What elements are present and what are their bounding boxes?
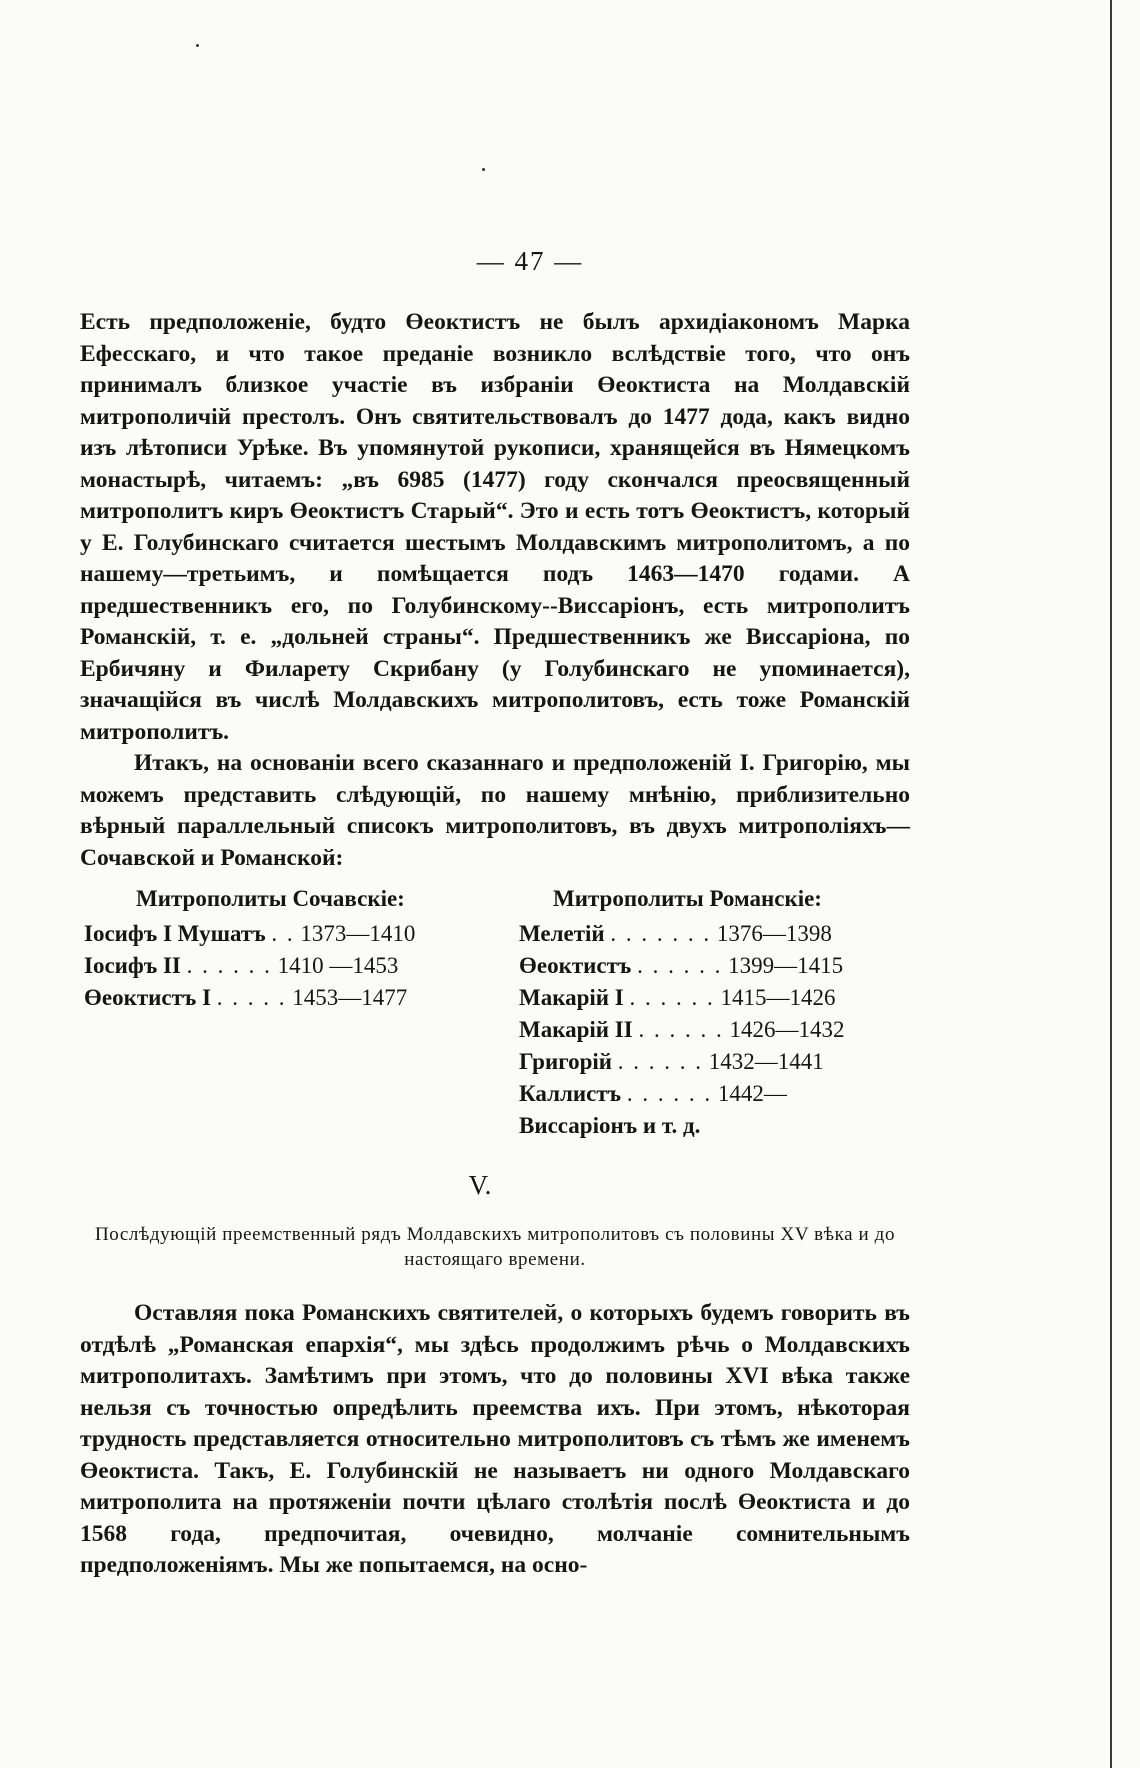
right-list-row [519, 1046, 824, 1078]
row-dots: . . . . . . [186, 953, 272, 978]
row-dots: . . . . . . [638, 1017, 724, 1042]
right-list-heading: Митрополиты Романскіе: [553, 886, 822, 911]
section-number: V. [468, 1170, 492, 1200]
left-list-row [84, 982, 407, 1014]
row-dots: . . . . . . [626, 1081, 713, 1106]
section-title: Послѣдующій преемственный рядъ Молдавскихъ митрополитовъ съ половины XV вѣка и до настоящаго времени. [94, 1224, 896, 1270]
row-years: 1373—1410 [300, 921, 416, 946]
page-edge-line [1110, 0, 1112, 1768]
row-name: Макарій І [519, 985, 624, 1010]
row-dots: . . [271, 921, 295, 946]
page-number: — 47 — [476, 246, 584, 276]
row-name: Макарій II [519, 1017, 633, 1042]
paragraph-2: Итакъ, на основаніи всего сказаннаго и предположеній І. Григорію, мы можемъ представить слѣдующій, по нашему мнѣнію, приблизительно вѣрный параллельный списокъ митрополитовъ, въ двухъ митрополіяхъ—Сочавской и Романской: [80, 750, 910, 871]
row-years: 1426—1432 [729, 1017, 845, 1042]
paragraph-3: Оставляя пока Романскихъ святителей, о которыхъ будемъ говорить въ отдѣлѣ „Романская епархія“, мы здѣсь продолжимъ рѣчь о Молдавскихъ митрополитахъ. Замѣтимъ при этомъ, что до половины XVI вѣка также нельзя съ точностью опредѣлить преемства ихъ. При этомъ, нѣкоторая трудность представляется относительно митрополитовъ съ тѣмъ же именемъ Өеоктиста. Такъ, Е. Голубинскій не называетъ ни одного Молдавскаго митрополита на протяженіи почти цѣлаго столѣтія послѣ Өеоктиста и до 1568 года, предпочитая, очевидно, молчаніе сомнительнымъ предположеніямъ. Мы же попытаемся, на осно- [80, 1300, 910, 1578]
speck-mark [482, 168, 485, 171]
row-dots: . . . . . . [629, 985, 715, 1010]
row-years: 1376—1398 [716, 921, 832, 946]
left-list-row [84, 918, 415, 950]
row-name: Өеоктистъ [519, 953, 632, 978]
left-list-heading: Митрополиты Сочавскіе: [136, 886, 405, 911]
row-years: 1410 —1453 [277, 953, 399, 978]
row-name: Каллистъ [519, 1081, 622, 1106]
row-dots: . . . . . . . [610, 921, 712, 946]
row-name: Өеоктистъ І [84, 985, 212, 1010]
body-text-top [80, 307, 910, 874]
body-text-bottom [80, 1298, 910, 1582]
right-list-row [519, 982, 836, 1014]
row-name: Мелетій [519, 921, 605, 946]
metropolitans-lists [80, 886, 910, 1146]
row-years: 1399—1415 [728, 953, 844, 978]
row-dots: . . . . . [216, 985, 287, 1010]
row-name: Іосифъ II [84, 953, 181, 978]
row-dots: . . . . . . [637, 953, 723, 978]
row-years: 1432—1441 [708, 1049, 824, 1074]
paragraph-1: Есть предположеніе, будто Өеоктистъ не былъ архидіакономъ Марка Ефесскаго, и что такое преданіе возникло вслѣдствіе того, что онъ принималъ близкое участіе въ избраніи Өеоктиста на Молдавскій митрополичій престолъ. Онъ святительствовалъ до 1477 дода, какъ видно изъ лѣтописи Урѣке. Въ упомянутой рукописи, хранящейся въ Нямецкомъ монастырѣ, читаемъ: „въ 6985 (1477) году скончался преосвященный митрополитъ киръ Өеоктистъ Старый“. Это и есть тотъ Өеоктистъ, который у Е. Голубинскаго считается шестымъ Молдавскимъ митрополитомъ, а по нашему—третьимъ, и помѣщается подъ 1463—1470 годами. А предшественникъ его, по Голубинскому--Виссаріонъ, есть митрополитъ Романскій, т. е. „дольней страны“. Предшественникъ же Виссаріона, по Ербичяну и Филарету Скрибану (у Голубинскаго не упоминается), значащійся въ числѣ Молдавскихъ митрополитовъ, есть тоже Романскій митрополитъ. [80, 309, 910, 745]
row-name: Григорій [519, 1049, 613, 1074]
row-dots: . . . . . . [617, 1049, 704, 1074]
right-list-row [519, 1078, 787, 1110]
right-list-row [519, 950, 843, 982]
right-list-row [519, 918, 832, 950]
row-name: Виссаріонъ и т. д. [519, 1113, 701, 1138]
speck-mark [196, 44, 199, 47]
left-list-row [84, 950, 398, 982]
row-years: 1453—1477 [292, 985, 408, 1010]
row-years: 1442— [717, 1081, 787, 1106]
row-name: Іосифъ І Мушатъ [84, 921, 266, 946]
right-list-row [519, 1110, 712, 1142]
row-years: 1415—1426 [720, 985, 836, 1010]
right-list-row [519, 1014, 844, 1046]
